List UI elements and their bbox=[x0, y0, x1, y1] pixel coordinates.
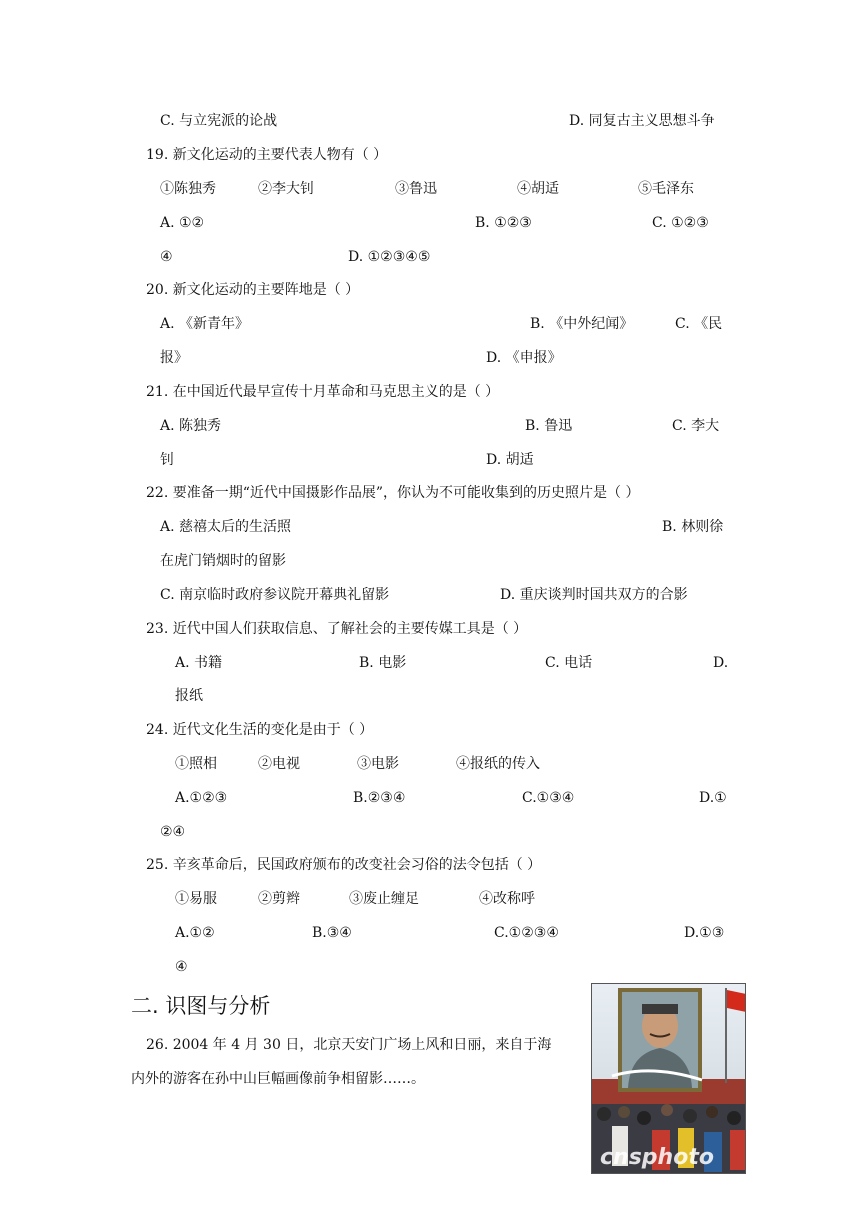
q19-option-d: D. ①②③④⑤ bbox=[348, 249, 431, 265]
q24-option-d-wrap: ②④ bbox=[160, 824, 186, 840]
q25-stem: 25. 辛亥革命后，民国政府颁布的改变社会习俗的法令包括（ ） bbox=[146, 857, 542, 873]
q24-option-c: C.①③④ bbox=[522, 790, 575, 806]
q23-option-d: D. bbox=[713, 655, 729, 671]
q22-option-d: D. 重庆谈判时国共双方的合影 bbox=[500, 587, 688, 603]
q22-option-c: C. 南京临时政府参议院开幕典礼留影 bbox=[160, 587, 390, 603]
q22-option-a: A. 慈禧太后的生活照 bbox=[160, 519, 292, 535]
q26-line-2: 内外的游客在孙中山巨幅画像前争相留影……。 bbox=[131, 1071, 425, 1087]
q24-item-2: ②电视 bbox=[258, 756, 300, 772]
q22-option-b-wrap: 在虎门销烟时的留影 bbox=[160, 553, 286, 569]
q25-option-d-wrap: ④ bbox=[175, 959, 188, 975]
q24-option-a: A.①②③ bbox=[175, 790, 228, 806]
q24-option-b: B.②③④ bbox=[353, 790, 406, 806]
q19-item-4: ④胡适 bbox=[517, 181, 559, 197]
q23-option-c: C. 电话 bbox=[545, 655, 593, 671]
q20-option-c: C. 《民 bbox=[675, 316, 723, 332]
q24-item-4: ④报纸的传入 bbox=[456, 756, 540, 772]
q21-option-a: A. 陈独秀 bbox=[160, 418, 222, 434]
q21-option-d: D. 胡适 bbox=[486, 452, 534, 468]
q19-option-b: B. ①②③ bbox=[475, 215, 532, 231]
photo-image bbox=[592, 984, 746, 1174]
tiananmen-portrait-photo bbox=[591, 983, 746, 1174]
q23-option-b: B. 电影 bbox=[359, 655, 407, 671]
q25-item-3: ③废止缠足 bbox=[349, 891, 419, 907]
q25-item-4: ④改称呼 bbox=[479, 891, 535, 907]
q25-item-2: ②剪辫 bbox=[258, 891, 300, 907]
q19-stem: 19. 新文化运动的主要代表人物有（ ） bbox=[146, 147, 388, 163]
q20-option-d: D. 《申报》 bbox=[486, 350, 562, 366]
q25-option-d: D.①③ bbox=[684, 925, 725, 941]
q22-option-b: B. 林则徐 bbox=[662, 519, 724, 535]
q25-option-b: B.③④ bbox=[312, 925, 352, 941]
q20-option-c-wrap: 报》 bbox=[160, 350, 188, 366]
q24-option-d: D.① bbox=[699, 790, 727, 806]
q19-option-c-wrap: ④ bbox=[160, 249, 173, 265]
q21-option-c-wrap: 钊 bbox=[160, 452, 174, 468]
q24-item-3: ③电影 bbox=[357, 756, 399, 772]
q25-option-c: C.①②③④ bbox=[494, 925, 559, 941]
q19-option-c: C. ①②③ bbox=[652, 215, 709, 231]
q19-item-3: ③鲁迅 bbox=[395, 181, 437, 197]
q18-option-d: D. 同复古主义思想斗争 bbox=[569, 113, 715, 129]
q18-option-c: C. 与立宪派的论战 bbox=[160, 113, 278, 129]
q21-option-c: C. 李大 bbox=[672, 418, 720, 434]
q19-item-5: ⑤毛泽东 bbox=[638, 181, 694, 197]
q19-item-2: ②李大钊 bbox=[258, 181, 314, 197]
q23-option-d-wrap: 报纸 bbox=[175, 688, 203, 704]
q22-stem: 22. 要准备一期“近代中国摄影作品展”，你认为不可能收集到的历史照片是（ ） bbox=[146, 485, 640, 501]
q24-item-1: ①照相 bbox=[175, 756, 217, 772]
q19-item-1: ①陈独秀 bbox=[160, 181, 216, 197]
q20-option-a: A. 《新青年》 bbox=[160, 316, 250, 332]
q20-option-b: B. 《中外纪闻》 bbox=[530, 316, 634, 332]
section-heading: 二. 识图与分析 bbox=[131, 994, 271, 1018]
q21-stem: 21. 在中国近代最早宣传十月革命和马克思主义的是（ ） bbox=[146, 384, 500, 400]
q25-item-1: ①易服 bbox=[175, 891, 217, 907]
photo-watermark: cnsphoto bbox=[600, 1145, 714, 1170]
q23-stem: 23. 近代中国人们获取信息、了解社会的主要传媒工具是（ ） bbox=[146, 621, 528, 637]
q23-option-a: A. 书籍 bbox=[175, 655, 223, 671]
q21-option-b: B. 鲁迅 bbox=[525, 418, 573, 434]
q20-stem: 20. 新文化运动的主要阵地是（ ） bbox=[146, 282, 360, 298]
q24-stem: 24. 近代文化生活的变化是由于（ ） bbox=[146, 722, 374, 738]
q19-option-a: A. ①② bbox=[160, 215, 205, 231]
q26-line-1: 26. 2004 年 4 月 30 日，北京天安门广场上风和日丽，来自于海 bbox=[146, 1037, 552, 1053]
q25-option-a: A.①② bbox=[175, 925, 215, 941]
